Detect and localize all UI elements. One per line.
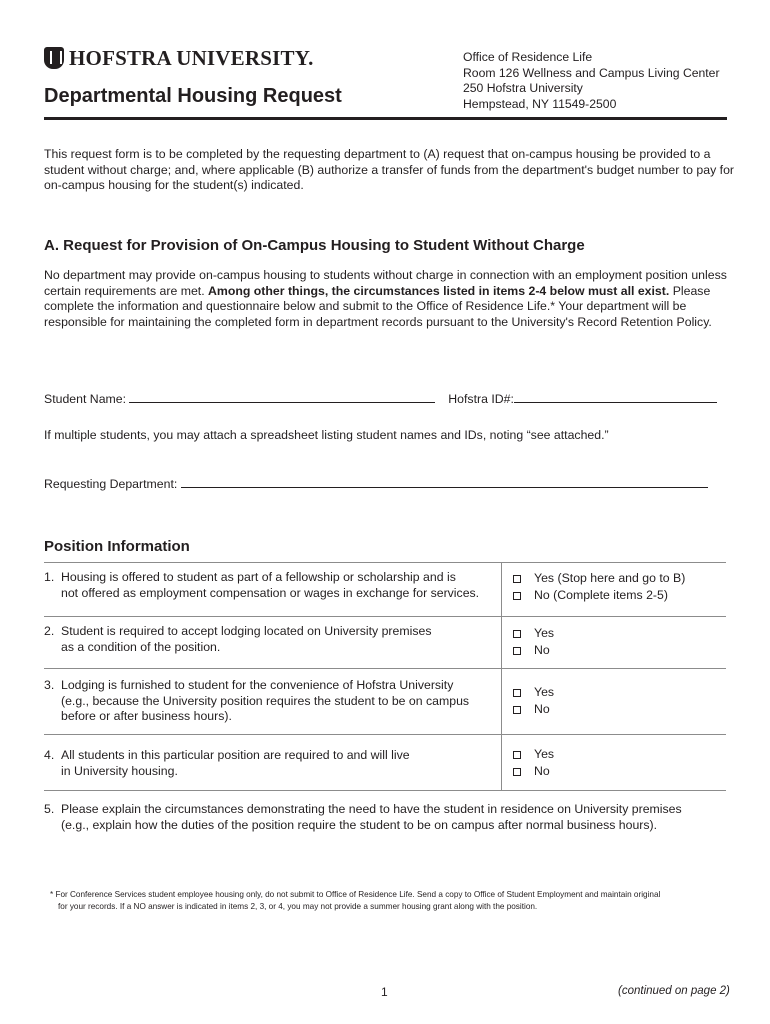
requesting-department-field[interactable] (181, 476, 708, 488)
office-address (463, 50, 720, 112)
question-4-text (44, 748, 494, 779)
footnote-line: for your records. If a NO answer is indicated in items 2, 3, or 4, you may not provide a summer housing grant along with the position. (58, 902, 538, 912)
table-rule (44, 790, 726, 791)
section-a-emphasis: Among other things, the circumstances listed in items 2-4 below must all exist. (208, 283, 670, 298)
student-name-label: Student Name: (44, 392, 127, 406)
question-line: Student is required to accept lodging located on University premises (61, 624, 432, 638)
intro-paragraph: This request form is to be completed by the requesting department to (A) request that on-campus housing be provided to a student without charge; and, where applicable (B) authorize a transfer of funds from the department's budget number to pay for on-campus housing for the student(s) indicated. (44, 147, 735, 193)
question-2-text (44, 624, 494, 655)
table-rule (44, 734, 726, 735)
hofstra-id-field[interactable] (514, 391, 717, 403)
page-number: 1 (381, 985, 388, 999)
option-label: Yes (Stop here and go to B) (534, 571, 686, 585)
table-rule (44, 616, 726, 617)
student-name-row (44, 391, 717, 406)
university-name: HOFSTRA UNIVERSITY. (69, 45, 314, 70)
table-rule (44, 668, 726, 669)
question-4-no-option[interactable] (513, 763, 554, 780)
address-line: Room 126 Wellness and Campus Living Center (463, 65, 720, 80)
checkbox-icon[interactable] (513, 689, 521, 697)
section-a-title: A. Request for Provision of On-Campus Housing to Student Without Charge (44, 237, 585, 254)
footnote (50, 889, 730, 913)
address-line: Hempstead, NY 11549-2500 (463, 96, 617, 111)
question-5-text (44, 802, 734, 833)
section-a-text: Please complete the information and questionnaire below and submit to the Office of Residence Life.* Your department will be responsible for maintaining the completed form in department records pursuant to the University's Record Retention Policy. (44, 283, 712, 330)
question-line: as a condition of the position. (61, 639, 221, 654)
question-3-yes-option[interactable] (513, 684, 554, 701)
option-label: Yes (534, 747, 555, 761)
question-line: in University housing. (61, 763, 178, 778)
hofstra-shield-icon (44, 47, 64, 69)
section-a-text: No department may provide on-campus housing to students without charge in connection with an employment position unless certain requirements are met. (44, 268, 727, 298)
document-title: Departmental Housing Request (44, 85, 342, 107)
requesting-department-row (44, 476, 708, 491)
multiple-students-note: If multiple students, you may attach a spreadsheet listing student names and IDs, noting “see attached.” (44, 428, 609, 442)
question-2-yes-option[interactable] (513, 625, 554, 642)
header-divider (44, 117, 727, 120)
question-number: 1. (44, 570, 55, 584)
position-information-title: Position Information (44, 538, 190, 555)
question-line: Please explain the circumstances demonstrating the need to have the student in residence on University premises (61, 802, 682, 816)
option-label: No (Complete items 2-5) (534, 588, 668, 602)
question-line: Housing is offered to student as part of a fellowship or scholarship and is (61, 570, 456, 584)
hofstra-id-label: Hofstra ID#: (448, 392, 514, 406)
question-line: All students in this particular position are required to and will live (61, 748, 410, 762)
option-label: No (534, 764, 550, 778)
question-1-options (513, 570, 685, 604)
table-column-rule (501, 668, 502, 734)
question-1-yes-option[interactable] (513, 570, 685, 587)
question-1-no-option[interactable] (513, 587, 685, 604)
checkbox-icon[interactable] (513, 647, 521, 655)
address-line: Office of Residence Life (463, 50, 593, 64)
question-number: 4. (44, 748, 55, 762)
question-2-options (513, 625, 554, 659)
question-line: (e.g., explain how the duties of the position require the student to be on campus after normal business hours). (61, 817, 658, 832)
option-label: Yes (534, 626, 555, 640)
section-a-paragraph (44, 268, 732, 331)
question-number: 3. (44, 678, 55, 692)
question-4-yes-option[interactable] (513, 746, 554, 763)
question-number: 5. (44, 802, 55, 816)
option-label: No (534, 643, 550, 657)
checkbox-icon[interactable] (513, 592, 521, 600)
question-2-no-option[interactable] (513, 642, 554, 659)
address-line: 250 Hofstra University (463, 81, 583, 96)
continued-note: (continued on page 2) (618, 985, 730, 997)
option-label: No (534, 702, 550, 716)
checkbox-icon[interactable] (513, 706, 521, 714)
university-logo (44, 46, 314, 70)
table-column-rule (501, 562, 502, 616)
table-rule (44, 562, 726, 563)
question-line: before or after business hours). (61, 709, 232, 724)
question-3-options (513, 684, 554, 718)
footnote-line: * For Conference Services student employee housing only, do not submit to Office of Residence Life. Send a copy to Office of Student Employment and maintain original (50, 890, 661, 899)
checkbox-icon[interactable] (513, 751, 521, 759)
table-column-rule (501, 616, 502, 668)
question-4-options (513, 746, 554, 780)
question-number: 2. (44, 624, 55, 638)
question-1-text (44, 570, 494, 601)
table-column-rule (501, 734, 502, 790)
question-line: (e.g., because the University position requires the student to be on campus (61, 693, 470, 708)
question-3-no-option[interactable] (513, 701, 554, 718)
question-3-text (44, 678, 494, 725)
checkbox-icon[interactable] (513, 768, 521, 776)
requesting-department-label: Requesting Department: (44, 477, 178, 491)
question-line: Lodging is furnished to student for the convenience of Hofstra University (61, 678, 454, 692)
question-line: not offered as employment compensation or wages in exchange for services. (61, 585, 480, 600)
checkbox-icon[interactable] (513, 630, 521, 638)
checkbox-icon[interactable] (513, 575, 521, 583)
student-name-field[interactable] (129, 391, 435, 403)
option-label: Yes (534, 685, 555, 699)
